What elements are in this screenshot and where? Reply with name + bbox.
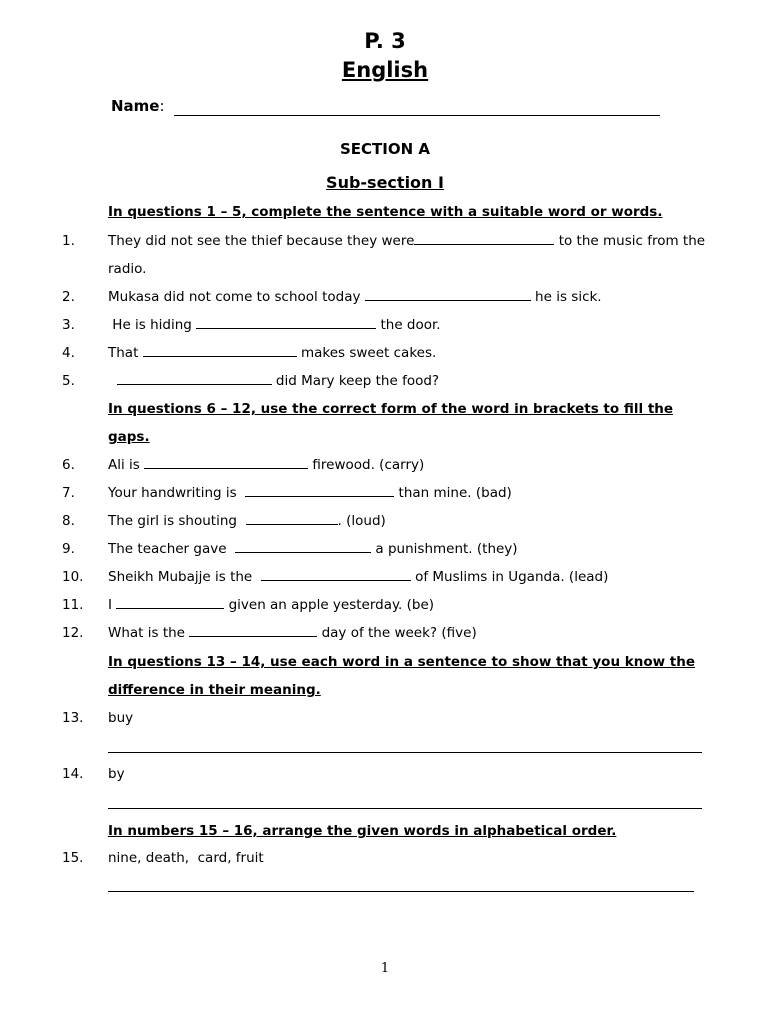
answer-line[interactable] (108, 752, 702, 753)
question-number: 15. (62, 850, 84, 866)
question-text: than mine. (bad) (394, 485, 512, 501)
question-3 (108, 317, 441, 333)
question-13-word: buy (108, 710, 134, 726)
question-1-continuation: radio. (108, 261, 147, 277)
question-number: 6. (62, 457, 75, 473)
question-number: 5. (62, 373, 75, 389)
instruction-q13-14-continuation: difference in their meaning. (108, 682, 321, 698)
question-text: The teacher gave (108, 541, 236, 557)
question-7 (108, 485, 512, 501)
question-4 (108, 345, 436, 361)
question-1 (108, 233, 705, 249)
question-number: 2. (62, 289, 75, 305)
question-number: 9. (62, 541, 75, 557)
question-text: firewood. (carry) (308, 457, 425, 473)
question-text: the door. (376, 317, 441, 333)
question-8 (108, 513, 386, 529)
instruction-q6-12-continuation: gaps. (108, 429, 150, 445)
answer-blank[interactable] (245, 496, 394, 497)
question-text: . (loud) (337, 513, 386, 529)
answer-blank[interactable] (414, 244, 554, 245)
question-text: makes sweet cakes. (296, 345, 437, 361)
answer-blank[interactable] (196, 328, 376, 329)
question-text (108, 373, 117, 389)
question-number: 1. (62, 233, 75, 249)
answer-blank[interactable] (261, 580, 411, 581)
question-text: What is the (108, 625, 190, 641)
question-text: Your handwriting is (108, 485, 246, 501)
instruction-q6-12: In questions 6 – 12, use the correct form of the word in brackets to fill the (108, 401, 674, 417)
question-text: given an apple yesterday. (be) (224, 597, 435, 613)
question-number: 14. (62, 766, 84, 782)
subject-text: English (341, 58, 429, 82)
question-text: The girl is shouting (108, 513, 246, 529)
grade-title: P. 3 (364, 29, 406, 53)
page-number: 1 (380, 961, 390, 976)
question-10 (108, 569, 608, 585)
question-text: to the music from the (554, 233, 706, 249)
question-number: 11. (62, 597, 84, 613)
question-number: 12. (62, 625, 84, 641)
question-text: day of the week? (five) (317, 625, 477, 641)
answer-blank[interactable] (143, 356, 297, 357)
question-text: Ali is (108, 457, 145, 473)
name-colon: : (159, 97, 165, 115)
question-text: he is sick. (530, 289, 602, 305)
question-number: 4. (62, 345, 75, 361)
subsection-title: Sub-section I (326, 173, 444, 192)
name-label-text: Name (111, 97, 160, 115)
instruction-q15-16: In numbers 15 – 16, arrange the given words in alphabetical order. (108, 823, 617, 839)
question-12 (108, 625, 477, 641)
answer-blank[interactable] (144, 468, 308, 469)
question-number: 10. (62, 569, 84, 585)
question-15-words: nine, death, card, fruit (108, 850, 264, 866)
question-number: 13. (62, 710, 84, 726)
question-9 (108, 541, 518, 557)
question-14-word: by (108, 766, 125, 782)
question-text: He is hiding (108, 317, 197, 333)
answer-blank[interactable] (235, 552, 371, 553)
question-text: did Mary keep the food? (271, 373, 440, 389)
answer-blank[interactable] (365, 300, 531, 301)
question-text: of Muslims in Uganda. (lead) (410, 569, 609, 585)
name-field-line[interactable] (174, 115, 660, 116)
answer-blank[interactable] (116, 608, 224, 609)
name-label (111, 97, 165, 115)
section-title: SECTION A (339, 140, 430, 158)
question-text: Sheikh Mubajje is the (108, 569, 261, 585)
question-11 (108, 597, 434, 613)
instruction-q13-14: In questions 13 – 14, use each word in a sentence to show that you know the (108, 654, 696, 670)
question-5 (108, 373, 439, 389)
question-number: 7. (62, 485, 75, 501)
question-text: a punishment. (they) (371, 541, 518, 557)
answer-blank[interactable] (189, 636, 317, 637)
question-text: They did not see the thief because they were (108, 233, 415, 249)
answer-blank[interactable] (246, 524, 338, 525)
answer-blank[interactable] (117, 384, 272, 385)
question-6 (108, 457, 424, 473)
answer-line[interactable] (108, 808, 702, 809)
question-number: 3. (62, 317, 75, 333)
question-text: That (108, 345, 143, 361)
subject-title (0, 58, 770, 82)
question-text: Mukasa did not come to school today (108, 289, 365, 305)
question-text: I (108, 597, 117, 613)
answer-line[interactable] (108, 891, 694, 892)
instruction-q1-5: In questions 1 – 5, complete the sentence with a suitable word or words. (108, 204, 663, 220)
question-number: 8. (62, 513, 75, 529)
question-2 (108, 289, 602, 305)
